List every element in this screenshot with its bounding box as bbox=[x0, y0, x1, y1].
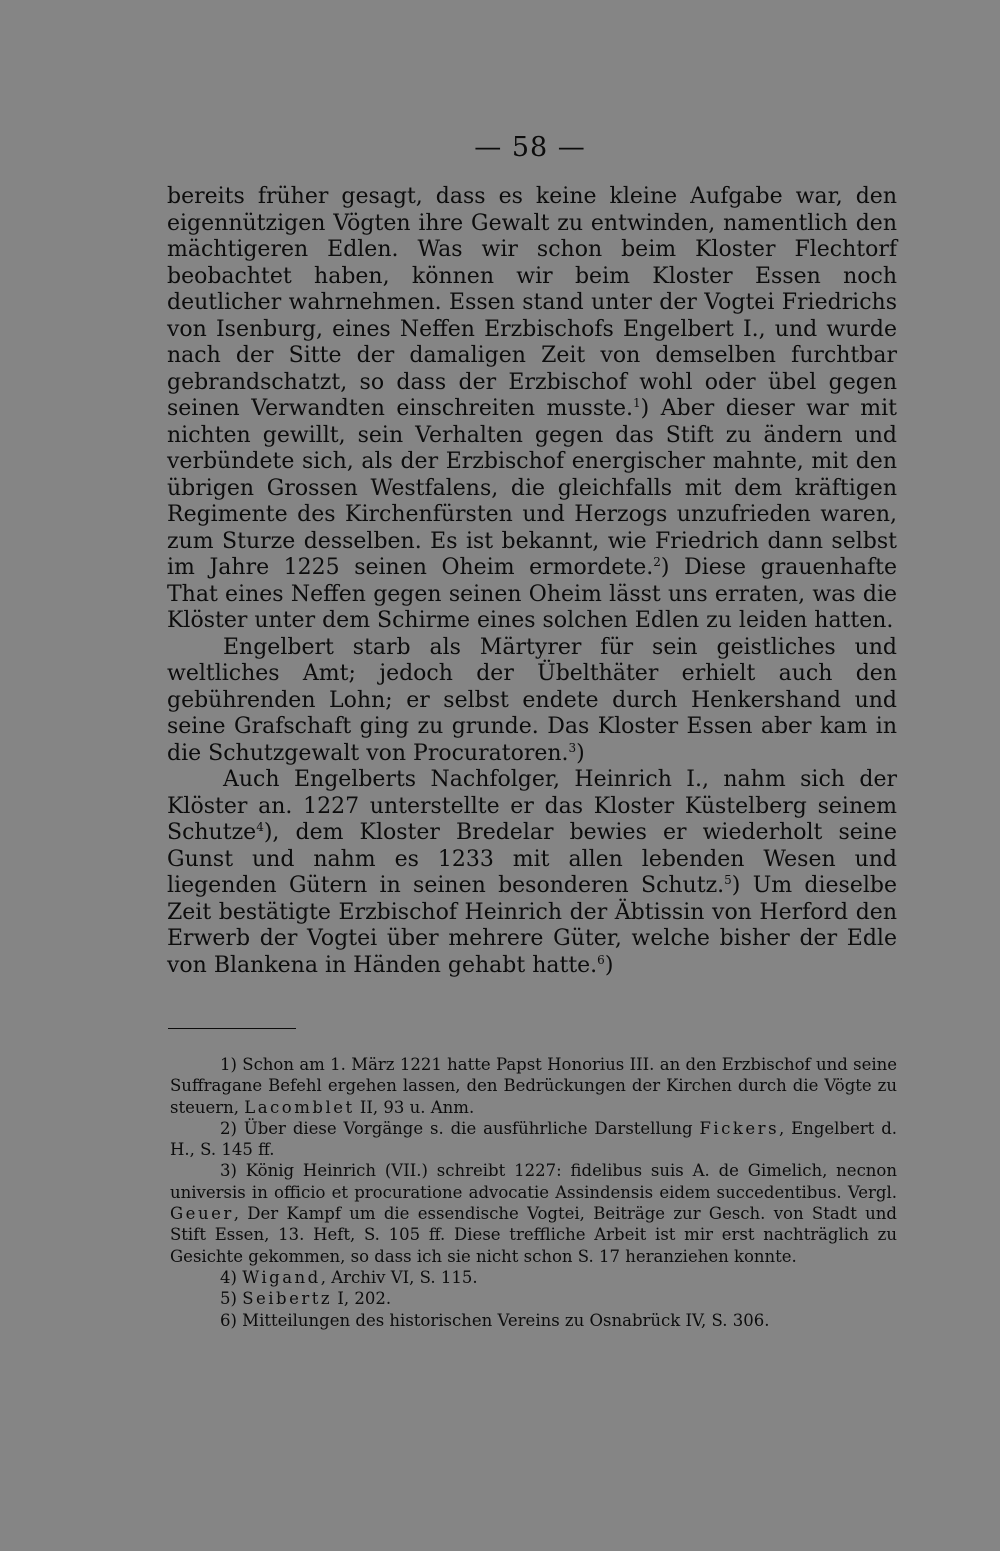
footnote bbox=[170, 1118, 897, 1161]
footnote-text: 1) Schon am 1. März 1221 hatte Papst Honorius III. an den Erzbischof und seine Suffragane Befehl ergehen lassen, den Bedrückungen der Kirchen durch die Vögte zu steuern, bbox=[170, 1055, 897, 1117]
footnote-ref: 2 bbox=[653, 555, 661, 569]
footnote-text: 4) bbox=[220, 1267, 243, 1287]
paragraph-text: ), dem Kloster Bredelar bewies er wiederholt seine Gunst und nahm es 1233 mit allen lebenden Wesen und liegenden Gütern in seinen besonderen Schutz. bbox=[167, 820, 897, 898]
paragraph bbox=[167, 635, 897, 768]
paragraph-text: ) bbox=[604, 952, 614, 978]
footnote bbox=[170, 1054, 897, 1118]
footnote bbox=[170, 1310, 897, 1331]
footnote-ref: 4 bbox=[256, 820, 264, 834]
paragraph-text: ) Diese grauenhafte That eines Neffen gegen seinen Oheim lässt uns erraten, was die Klöster unter dem Schirme eines solchen Edlen zu leiden hatten. bbox=[167, 555, 897, 633]
main-text bbox=[167, 184, 897, 979]
footnote-ref: 6 bbox=[597, 952, 605, 967]
paragraph-text: Auch Engelberts Nachfolger, Heinrich I., nahm sich der Klöster an. 1227 unterstellte er das Kloster Küstelberg seinem Schutze bbox=[167, 767, 897, 845]
paragraph-text: bereits früher gesagt, dass es keine kleine Aufgabe war, den eigennützigen Vögten ihre Gewalt zu entwinden, namentlich den mächtigeren Edlen. Was wir schon beim Kloster Flechtorf beobachtet haben, können wir beim Kloster Essen noch deutlicher wahrnehmen. Essen stand unter der Vogtei Friedrichs von Isenburg, eines Neffen Erzbischofs Engelbert I., und wurde nach der Sitte der damaligen Zeit von demselben furchtbar gebrandschatzt, so dass der Erzbischof wohl oder übel gegen seinen Verwandten einschreiten musste. bbox=[167, 184, 897, 421]
footnote-text: 6) Mitteilungen des historischen Vereins zu Osnabrück IV, S. 306. bbox=[220, 1310, 770, 1330]
footnote-author: Fickers bbox=[699, 1118, 780, 1138]
footnote-text: , Engelbert d. H., S. 145 ff. bbox=[170, 1118, 897, 1160]
paragraph bbox=[167, 184, 897, 635]
footnote-text: 3) König Heinrich (VII.) schreibt 1227: fidelibus suis A. de Gimelich, necnon universis in officio et procuratione advocatie Assindensis eidem succedentibus. Vergl. bbox=[170, 1161, 897, 1202]
footnote-text: 5) bbox=[220, 1289, 243, 1309]
footnote-author: Seibertz bbox=[242, 1289, 333, 1309]
paragraph-text: Engelbert starb als Märtyrer für sein geistliches und weltliches Amt; jedoch der Übelthäter erhielt auch den gebührenden Lohn; er selbst endete durch Henkershand und seine Grafschaft ging zu grunde. Das Kloster Essen aber kam in die Schutzgewalt von Procuratoren. bbox=[167, 634, 897, 766]
footnote-author: Geuer bbox=[170, 1204, 234, 1224]
paragraph-text: ) Aber dieser war mit nichten gewillt, sein Verhalten gegen das Stift zu ändern und verbündete sich, als der Erzbischof energischer mahnte, mit den übrigen Grossen Westfalens, die gleichfalls mit dem kräftigen Regimente des Kirchenfürsten und Herzogs unzufrieden waren, zum Sturze desselben. Es ist bekannt, wie Friedrich dann selbst im Jahre 1225 seinen Oheim ermordete. bbox=[167, 396, 898, 580]
footnote bbox=[170, 1288, 897, 1309]
footnote-ref: 1 bbox=[633, 396, 641, 410]
footnote-text: II, 93 u. Anm. bbox=[354, 1097, 475, 1117]
paragraph bbox=[167, 767, 897, 979]
footnote-ref: 3 bbox=[568, 740, 577, 755]
page-number: — 58 — bbox=[474, 132, 586, 163]
footnote-text: 2) Über diese Vorgänge s. die ausführliche Darstellung bbox=[220, 1118, 700, 1138]
footnote-divider bbox=[168, 1028, 296, 1029]
footnote-author: Lacomblet bbox=[244, 1097, 355, 1117]
footnote-author: Wigand bbox=[242, 1267, 321, 1287]
footnote-ref: 5 bbox=[724, 873, 732, 887]
footnote-text: I, 202. bbox=[332, 1289, 392, 1309]
footnote-text: , Der Kampf um die essendische Vogtei, Beiträge zur Gesch. von Stadt und Stift Essen, 13. Heft, S. 105 ff. Diese treffliche Arbeit ist mir erst nachträglich zu Gesichte gekommen, so dass ich sie nicht schon S. 17 heranziehen konnte. bbox=[170, 1204, 897, 1266]
paragraph-text: ) Um dieselbe Zeit bestätigte Erzbischof Heinrich der Äbtissin von Herford den Erwerb der Vogtei über mehrere Güter, welche bisher der Edle von Blankena in Händen gehabt hatte. bbox=[167, 873, 897, 978]
footnote bbox=[170, 1267, 897, 1288]
footnotes bbox=[170, 1054, 897, 1331]
footnote bbox=[170, 1160, 897, 1266]
footnote-text: , Archiv VI, S. 115. bbox=[320, 1267, 478, 1287]
paragraph-text: ) bbox=[576, 740, 585, 766]
